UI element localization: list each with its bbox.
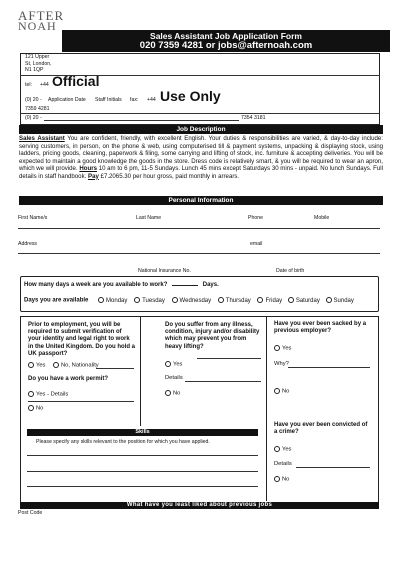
tel-prefix: +44 (40, 82, 49, 88)
contact-line: 020 7359 4281 or jobs@afternoah.com (139, 40, 313, 51)
job-duties-text: You are confident, friendly, with excellent English. Your duties & responsibilities are varied, & day-to-day include: serving customers, in person, on the phone & web, using computerised till & payment systems, unpacking & displaying stock, using ladders, pricing goods, cleaning, paperwork & filing, some carrying and lifting of stock, inc. furniture & accepting deliveries. You will be expected to maintain a good knowledge the goods in the store. Dress code is relatively smart, & you will be required to wear an apron, which we will provide. (19, 135, 383, 172)
days-per-week-question (24, 282, 219, 289)
fax-prefix: +44 (147, 97, 156, 103)
work-permit-question: Do you have a work permit? (28, 376, 109, 382)
day-label: Monday (106, 297, 128, 304)
permit-no-option[interactable] (28, 405, 43, 412)
skills-line-3[interactable] (27, 486, 258, 487)
day-option-thursday[interactable] (218, 298, 251, 304)
phone-label: Phone (248, 215, 264, 221)
option-label: No, Nationality (61, 362, 99, 369)
radio-icon[interactable] (28, 405, 34, 411)
radio-icon[interactable] (326, 297, 332, 303)
fax-tail: 7354 3181 (241, 115, 266, 121)
days-available-row (24, 297, 354, 305)
health-question: Do you suffer from any illness, condition, injury and/or disability which may prevent you from heavy lifting? (165, 322, 260, 350)
sacked-no-option[interactable] (274, 388, 289, 395)
radio-icon[interactable] (165, 361, 171, 367)
nationality-input-line[interactable] (96, 368, 134, 369)
radio-icon[interactable] (274, 345, 280, 351)
hours-text: 10 am to 6 pm, 11-5 Sundays. Lunch 45 mins except Saturdays 30 mins - unpaid. No lunch Sundays. Full details in staff handbook. (19, 165, 384, 180)
sacked-why-line[interactable] (288, 367, 370, 368)
option-label: No (36, 405, 44, 412)
sacked-question: Have you ever been sacked by a previous employer? (274, 321, 367, 335)
health-no-option[interactable] (165, 390, 180, 397)
day-label: Thursday (225, 297, 251, 304)
address-line-2: St, London, (25, 60, 52, 67)
radio-icon[interactable] (28, 391, 34, 397)
crime-yes-option[interactable] (274, 446, 291, 453)
logo-text-top: AFTER (18, 8, 65, 23)
tel-label: tel: (25, 82, 32, 88)
use-only-label: Use Only (160, 88, 221, 104)
option-label: No (282, 388, 290, 395)
radio-icon[interactable] (218, 297, 224, 303)
sacked-why-label: Why? (274, 361, 289, 367)
day-option-monday[interactable] (98, 298, 127, 304)
days-tail-text: Days. (202, 282, 219, 288)
day-label: Wednesday (179, 297, 212, 304)
mobile-label: Mobile (314, 215, 330, 221)
radio-icon[interactable] (98, 297, 104, 303)
passport-question: Prior to employment, you will be required to submit verification of your identity and legal right to work in the United Kingdom. Do you hold a UK passport? (28, 322, 135, 357)
option-label: Yes - Details (36, 391, 69, 398)
day-label: Friday (265, 297, 283, 304)
office-row-line-2 (20, 113, 380, 114)
radio-icon[interactable] (257, 297, 263, 303)
email-label: email (250, 241, 263, 247)
staff-initials-label: Staff Initials (95, 97, 122, 103)
personal-information-heading: Personal Information (19, 196, 383, 205)
address-line-3: N1 1QP (25, 67, 44, 73)
first-names-label: First Name/s (18, 215, 48, 221)
phone-code-left: (0) 20 - (25, 97, 42, 103)
option-label: Yes (173, 361, 183, 368)
day-label: Saturday (295, 297, 320, 304)
last-name-label: Last Name (136, 215, 162, 221)
afternoah-logo (18, 8, 65, 44)
skills-line-2[interactable] (27, 471, 258, 472)
job-description-text (19, 135, 383, 180)
option-label: No (282, 476, 290, 483)
radio-icon[interactable] (165, 390, 171, 396)
crime-details-line[interactable] (296, 467, 370, 468)
health-details-line[interactable] (185, 381, 261, 382)
health-details-label: Details (165, 375, 183, 381)
skills-line-1[interactable] (27, 455, 258, 456)
skills-prompt: Please specify any skills relevant to the position for which you have applied. (36, 439, 210, 445)
fax-code-left: (0) 20 - (25, 115, 42, 121)
fax-fill-line (44, 120, 239, 121)
radio-icon[interactable] (288, 297, 294, 303)
option-label: Yes (282, 345, 292, 352)
day-option-saturday[interactable] (288, 298, 320, 304)
sacked-yes-option[interactable] (274, 345, 291, 352)
option-label: No (173, 390, 181, 397)
health-yes-option[interactable] (165, 361, 182, 368)
radio-icon[interactable] (134, 297, 140, 303)
crime-no-option[interactable] (274, 476, 289, 483)
application-date-label: Application Date (48, 97, 86, 103)
office-address (25, 54, 52, 74)
passport-yes-option[interactable] (28, 362, 45, 369)
form-title: Sales Assistant Job Application Form (150, 31, 302, 41)
days-count-input[interactable] (172, 285, 198, 286)
day-label: Sunday (333, 297, 354, 304)
pay-label: Pay (88, 172, 99, 180)
radio-icon[interactable] (53, 362, 59, 368)
least-liked-heading: What have you least liked about previous jobs (20, 502, 379, 509)
radio-icon[interactable] (274, 388, 280, 394)
role-name: Sales Assistant (19, 135, 65, 142)
day-option-sunday[interactable] (326, 298, 354, 304)
address-label: Address (18, 241, 38, 247)
date-of-birth-label: Date of birth (276, 268, 305, 274)
option-label: Yes (282, 446, 292, 453)
radio-icon[interactable] (274, 476, 280, 482)
logo-text-bottom: NOAH (18, 19, 57, 33)
crime-details-label: Details (274, 461, 292, 467)
option-label: Yes (36, 362, 46, 369)
permit-yes-option[interactable] (28, 391, 68, 398)
column-divider-1 (140, 316, 141, 426)
fax-label: fax: (130, 97, 139, 103)
day-option-friday[interactable] (257, 298, 282, 304)
address-line-1: 121 Upper (25, 54, 50, 60)
post-code-label: Post Code (18, 510, 43, 516)
column-divider-2 (266, 316, 267, 501)
address-input-line[interactable] (18, 253, 380, 254)
day-label: Tuesday (142, 297, 165, 304)
crime-question: Have you ever been convicted of a crime? (274, 422, 368, 436)
day-option-tuesday[interactable] (134, 298, 165, 304)
official-label: Official (52, 73, 100, 89)
national-insurance-label: National Insurance No. (138, 268, 191, 274)
radio-icon[interactable] (274, 446, 280, 452)
pay-text: £7.2065.30 per hour gross, paid monthly in arrears. (100, 172, 240, 180)
hours-label: Hours (79, 165, 97, 172)
day-option-wednesday[interactable] (172, 298, 212, 304)
name-input-line[interactable] (18, 228, 380, 229)
radio-icon[interactable] (172, 297, 178, 303)
permit-details-line[interactable] (28, 401, 134, 402)
job-description-heading: Job Description (19, 125, 383, 134)
form-header (62, 30, 390, 52)
phone-tail: 7359 4281 (25, 106, 50, 112)
days-per-week-text: How many days a week are you available to work? (24, 282, 168, 288)
skills-heading: Skills (27, 429, 258, 436)
days-available-label: Days you are available (24, 297, 89, 304)
passport-no-option[interactable] (53, 362, 99, 369)
health-fill-line[interactable] (197, 358, 261, 359)
radio-icon[interactable] (28, 362, 34, 368)
